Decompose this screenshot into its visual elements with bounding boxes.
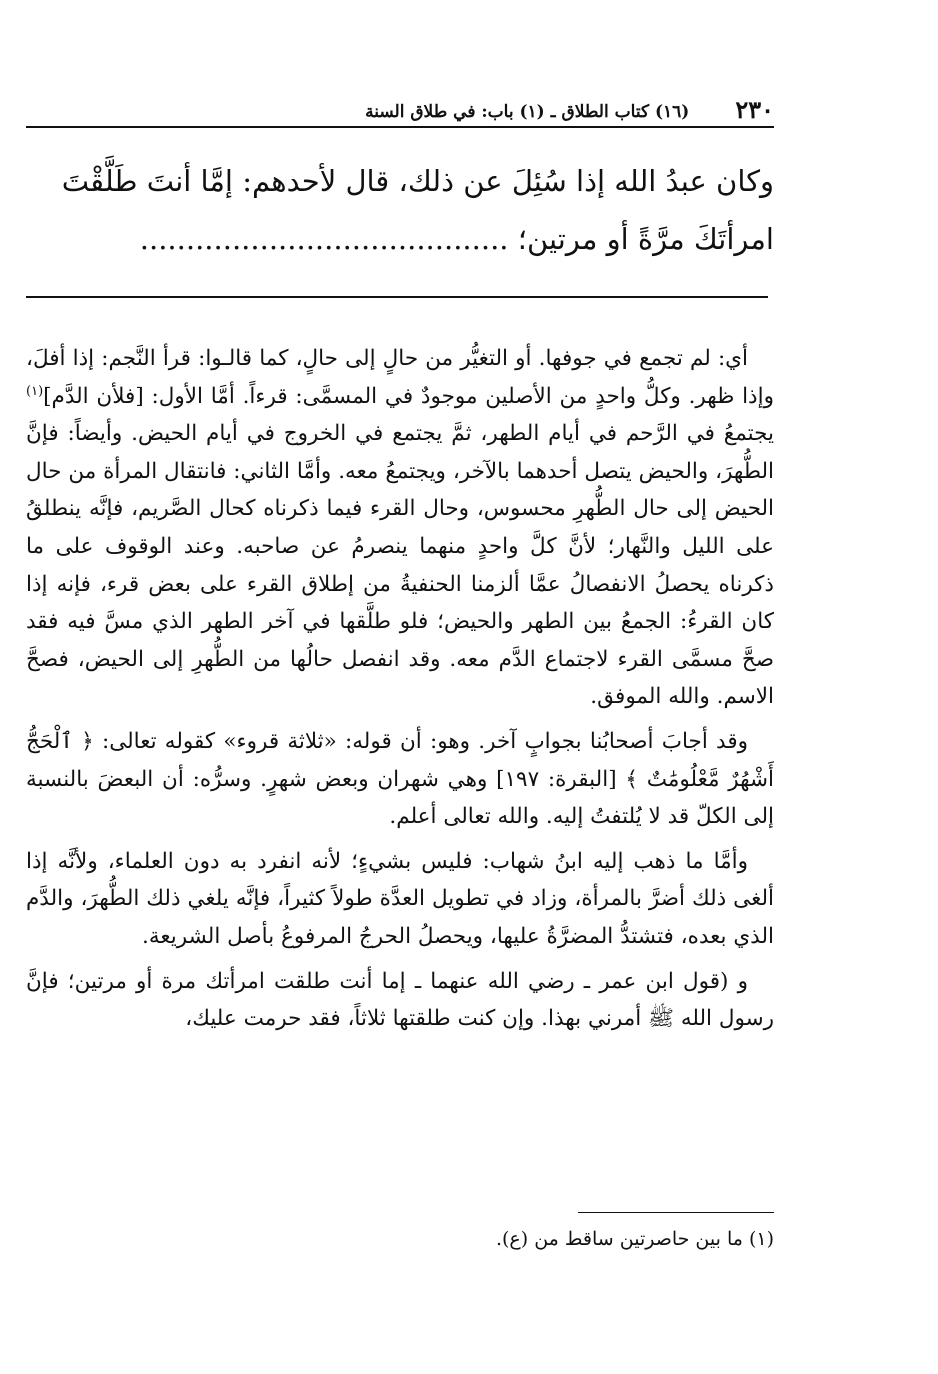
hadith-line-2	[20, 210, 774, 268]
footnote-divider	[578, 1212, 774, 1213]
hadith-text	[20, 152, 774, 268]
commentary-paragraph-4: و (قول ابن عمر ـ رضي الله عنهما ـ إما أنت طلقت امرأتك مرة أو مرتين؛ فإنَّ رسول الله ﷺ أمرني بهذا. وإن كنت طلقتها ثلاثاً، فقد حرمت عليك،	[26, 968, 774, 1032]
commentary-paragraph-1-part-a: أي: لم تجمع في جوفها. أو التغيُّر من حالٍ إلى حالٍ، كما قالـوا: قرأ النَّجم: إذا أفلَ، وإذا ظهر. وكلُّ واحدٍ من الأصلين موجودٌ في المسمَّى: قرءاً. أمَّا الأول: [فلأن الدَّم]	[26, 346, 774, 409]
page-header	[26, 92, 774, 128]
hadith-line-2-text: امرأتَكَ مرَّةً أو مرتين؛	[517, 222, 774, 256]
commentary-paragraph-3: وأمَّا ما ذهب إليه ابنُ شهاب: فليس بشيءٍ؛ لأنه انفرد به دون العلماء، ولأنَّه إذا ألغى ذلك أضرَّ بالمرأة، وزاد في تطويل العدَّة طولاً كثيراً، فإنَّه يلغي ذلك الطُّهرَ، والدَّم الذي بعده، فتشتدُّ المضرَّةُ عليها، ويحصلُ الحرجُ المرفوعُ بأصل الشريعة.	[26, 848, 774, 949]
hadith-line-1: وكان عبدُ الله إذا سُئِلَ عن ذلك، قال لأحدهم: إمَّا أنتَ طَلَّقْتَ	[61, 164, 774, 198]
footnote-reference: (١)	[26, 383, 44, 399]
commentary-text	[26, 340, 774, 1038]
hadith-dots: ........................................	[139, 222, 509, 256]
page-number: ٢٣٠	[735, 95, 774, 124]
commentary-paragraph-2: وقد أجابَ أصحابُنا بجوابٍ آخر. وهو: أن قوله: «ثلاثة قروء» كقوله تعالى: ﴿ ٱلْحَجُّ أَشْهُرٌ مَّعْلُومَٰتٌ ﴾ [البقرة: ١٩٧] وهي شهران وبعض شهرٍ. وسرُّه: أن البعضَ بالنسبة إلى الكلّ قد لا يُلتفتُ إليه. والله تعالى أعلم.	[26, 728, 774, 830]
running-title: (١٦) كتاب الطلاق ـ (١) باب: في طلاق السنة	[365, 102, 690, 122]
section-divider	[26, 296, 768, 298]
commentary-paragraph-1-part-b: يجتمعُ في الرَّحم في أيام الطهر، ثمَّ يجتمع في الخروج في أيام الحيض. وأيضاً: فإنَّ الطُّهرَ، والحيض يتصل أحدهما بالآخر، ويجتمعُ معه. وأمَّا الثاني: فانتقال المرأة من حال الحيض إلى حال الطُّهرِ محسوس، وحال القرء فيما ذكرناه كحال الصَّريم، فإنَّه ينطلقُ على الليل والنَّهار؛ لأنَّ كلَّ واحدٍ منهما ينصرمُ عن صاحبه. وعند الوقوف على ما ذكرناه يحصلُ الانفصالُ عمَّا ألزمنا الحنفيةُ من إطلاق القرء على بعض قرء، فإنه إذا كان القرءُ: الجمعُ بين الطهر والحيض؛ فلو طلَّقها في آخر الطهر الذي مسَّ فيه فقد صحَّ مسمَّى القرء لاجتماع الدَّم معه. وقد انفصل حالُها من الطُّهرِ إلى الحيض، فصحَّ الاسم. والله الموفق.	[26, 421, 774, 710]
commentary-paragraph-1	[26, 340, 774, 716]
footnote: (١) ما بين حاصرتين ساقط من (ع).	[495, 1228, 774, 1250]
